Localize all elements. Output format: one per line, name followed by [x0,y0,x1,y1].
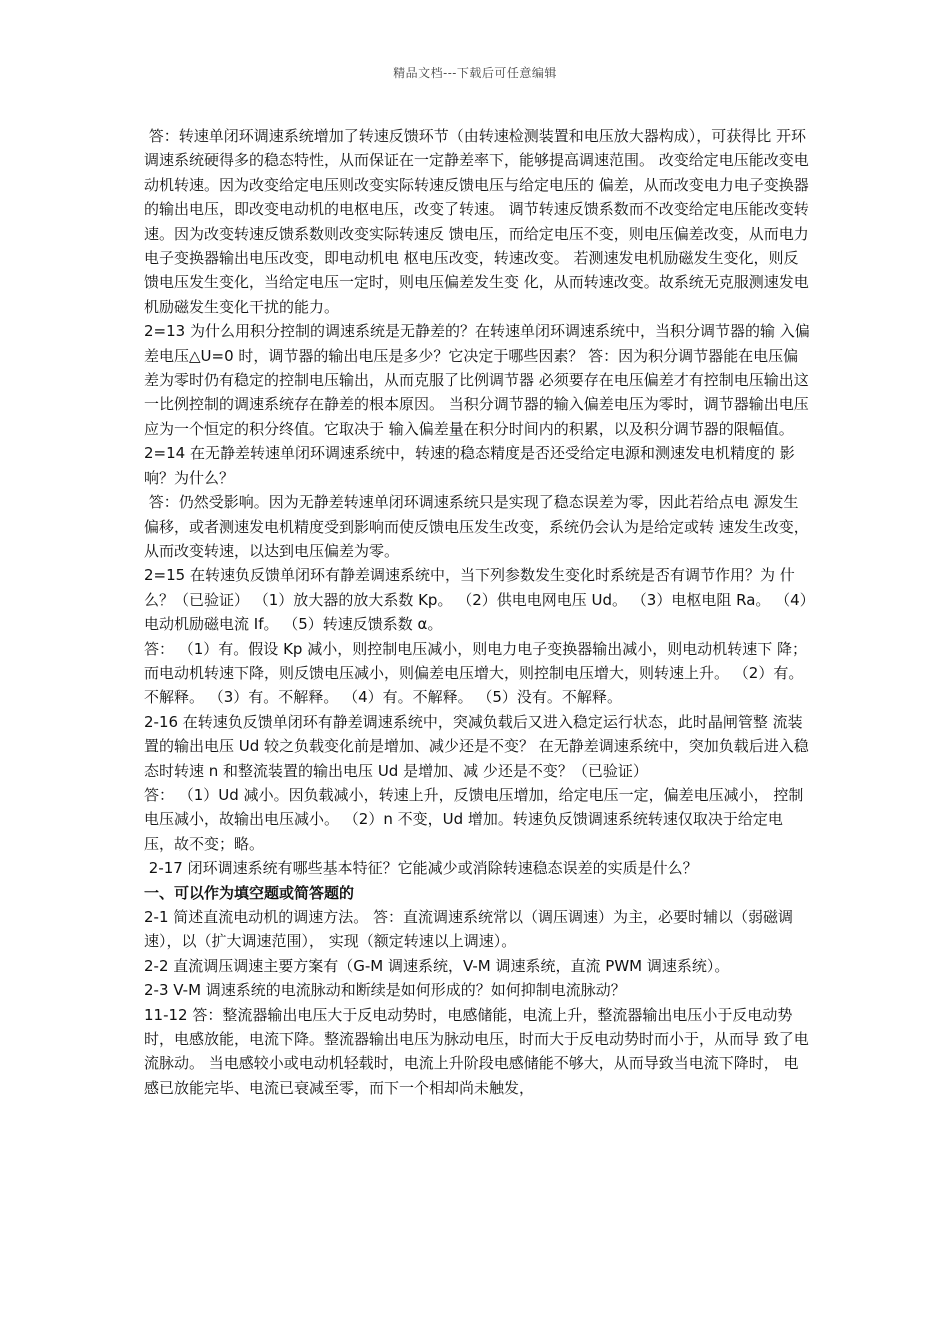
answer-11-12: 11-12 答：整流器输出电压大于反电动势时，电感储能，电流上升，整流器输出电压小于反电动势 时，电感放能，电流下降。整流器输出电压为脉动电压，时而大于反电动势时而小于，从而导 致了电流脉动。 当电感较小或电动机轻载时，电流上升阶段电感储能不够大，从而导致当电流下降时， 电感已放能完毕、电流已衰减至零，而下一个相却尚未触发， [144,1005,809,1097]
question-2-2: 2-2 直流调压调速主要方案有（G-M 调速系统，V-M 调速系统，直流 PWM 调速系统）。 [144,956,730,975]
question-2-17: 2-17 闭环调速系统有哪些基本特征？它能减少或消除转速稳态误差的实质是什么？ [144,859,698,878]
answer-2-16: 答： （1）Ud 减小。因负载减小，转速上升，反馈电压增加，给定电压一定，偏差电压减小， 控制电压减小，故输出电压减小。 （2）n 不变，Ud 增加。转速负反馈调速系统转速仅取决于给定电压，故不变；略。 [144,785,804,853]
question-2-14: 2=14 在无静差转速单闭环调速系统中，转速的稳态精度是否还受给定电源和测速发电机精度的 影响？为什么？ [144,444,795,487]
question-2-15: 2=15 在转速负反馈单闭环有静差调速系统中，当下列参数发生变化时系统是否有调节作用？为 什么？（已验证） （1）放大器的放大系数 Kp。 （2）供电电网电压 Ud。 （3）电枢电阻 Ra。 （4）电动机励磁电流 If。 （5）转速反馈系数 α。 [144,566,808,634]
section-heading: 一、可以作为填空题或简答题的 [144,883,355,902]
answer-paragraph: 答：转速单闭环调速系统增加了转速反馈环节（由转速检测装置和电压放大器构成），可获得比 开环调速系统硬得多的稳态特性，从而保证在一定静差率下，能够提高调速范围。 改变给定电压能改变电动机转速。因为改变给定电压则改变实际转速反馈电压与给定电压的 偏差，从而改变电力电子变换器的输出电压，即改变电动机的电枢电压，改变了转速。 调节转速反馈系数而不改变给定电压能改变转速。因为改变转速反馈系数则改变实际转速反 馈电压，而给定电压不变，则电压偏差改变，从而电力电子变换器输出电压改变，即电动机电 枢电压改变，转速改变。 若测速发电机励磁发生变化，则反馈电压发生变化，当给定电压一定时，则电压偏差发生变 化，从而转速改变。故系统无克服测速发电机励磁发生变化干扰的能力。 [144,127,809,316]
answer-2-14: 答：仍然受影响。因为无静差转速单闭环调速系统只是实现了稳态误差为零，因此若给点电 源发生偏移，或者测速发电机精度受到影响而使反馈电压发生改变，系统仍会认为是给定或转 速发生改变，从而改变转速，以达到电压偏差为零。 [144,493,809,560]
document-body [144,124,812,1100]
question-2-1: 2-1 简述直流电动机的调速方法。 答：直流调速系统常以（调压调速）为主，必要时辅以（弱磁调速），以（扩大调速范围）， 实现（额定转速以上调速）。 [144,908,794,951]
answer-2-15: 答： （1）有。假设 Kp 减小，则控制电压减小，则电力电子变换器输出减小，则电动机转速下 降；而电动机转速下降，则反馈电压减小，则偏差电压增大，则控制电压增大，则转速上升。 （2）有。不解释。 （3）有。不解释。 （4）有。不解释。 （5）没有。不解释。 [144,639,807,707]
question-2-13: 2=13 为什么用积分控制的调速系统是无静差的？在转速单闭环调速系统中，当积分调节器的输 入偏差电压△U=0 时，调节器的输出电压是多少？它决定于哪些因素？ 答：因为积分调节器能在电压偏差为零时仍有稳定的控制电压输出，从而克服了比例调节器 必须要存在电压偏差才有控制电压输出这一比例控制的调速系统存在静差的根本原因。 当积分调节器的输入偏差电压为零时，调节器输出电压应为一个恒定的积分终值。它取决于 输入偏差量在积分时间内的积累，以及积分调节器的限幅值。 [144,322,810,438]
question-2-16: 2-16 在转速负反馈单闭环有静差调速系统中，突减负载后又进入稳定运行状态，此时晶闸管整 流装置的输出电压 Ud 较之负载变化前是增加、减少还是不变？ 在无静差调速系统中，突加负载后进入稳态时转速 n 和整流装置的输出电压 Ud 是增加、减 少还是不变？（已验证） [144,712,809,780]
page-header: 精品文档---下载后可任意编辑 [393,66,557,80]
question-2-3: 2-3 V-M 调速系统的电流脉动和断续是如何形成的？如何抑制电流脉动？ [144,981,626,1000]
